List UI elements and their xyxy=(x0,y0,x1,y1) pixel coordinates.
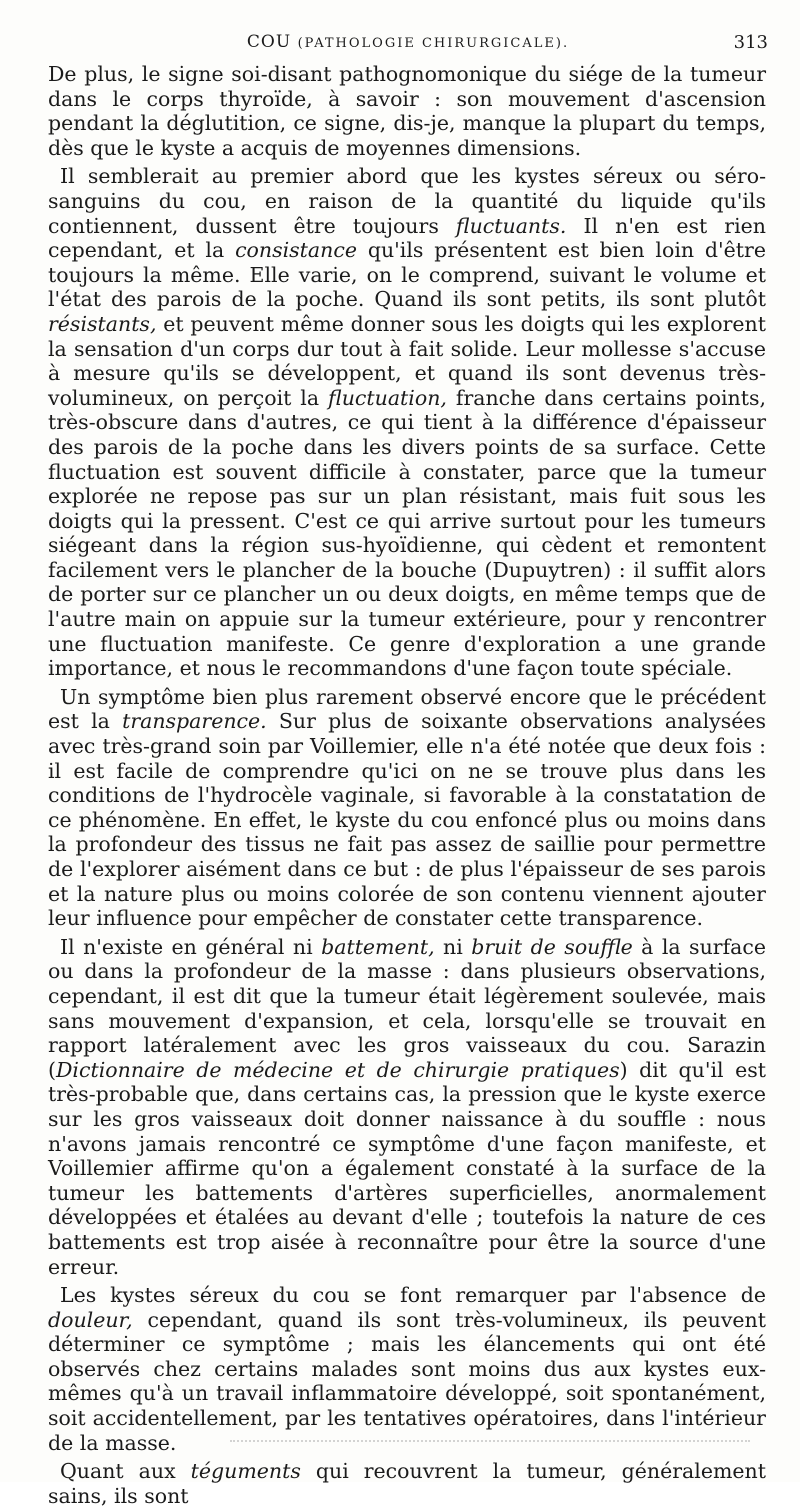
emphasis-text: Dictionnaire de médecine et de chirurgie pratiques xyxy=(56,1057,620,1082)
emphasis-text: douleur, xyxy=(48,1307,133,1332)
running-head-title xyxy=(48,32,768,52)
paragraph xyxy=(48,935,766,1279)
text-run: et peuvent même donner sous les doigts qui les explorent la sensation d'un corps dur tout à fait solide. Leur mollesse s'accuse à mesure qu'ils se développent, et quand ils sont devenus très-volumineux, on perçoit la xyxy=(48,311,766,410)
paragraph xyxy=(48,1459,766,1508)
text-run: Il n'en est rien cependant, et la xyxy=(48,213,766,263)
paragraph xyxy=(48,62,766,160)
text-run: franche dans certains points, très-obscure dans d'autres, ce qui tient à la différence d'épaisseur des parois de la poche dans les divers points de sa surface. Cette fluctuation est souvent difficile à constater, parce que la tumeur explorée ne repose pas sur un plan résistant, mais fuit sous les doigts qui la pressent. C'est ce qui arrive surtout pour les tumeurs siégeant dans la région sus-hyoïdienne, qui cèdent et remontent facilement vers le plancher de la bouche (Dupuytren) : il suffit alors de porter sur ce plancher un ou deux doigts, en même temps que de l'autre main on appuie sur la tumeur extérieure, pour y rencontrer une fluctuation manifeste. Ce genre d'exploration a une grande importance, et nous le recommandons d'une façon toute spéciale. xyxy=(48,385,766,681)
text-run: Sur plus de soixante observations analysées avec très-grand soin par Voillemier, elle n'a été notée que deux fois : il est facile de comprendre qu'ici on ne se trouve plus dans les conditions de l'hydrocèle vaginale, si favorable à la constatation de ce phénomène. En effet, le kyste du cou enfoncé plus ou moins dans la profondeur des tissus ne fait pas assez de saillie pour permettre de l'explorer aisément dans ce but : de plus l'épaisseur de ses parois et la nature plus ou moins colorée de son contenu viennent ajouter leur influence pour empêcher de constater cette transparence. xyxy=(48,709,767,931)
emphasis-text: consistance xyxy=(235,238,357,263)
text-run: Il semblerait au premier abord que les kystes séreux ou séro-sanguins du cou, en raison de la quantité du liquide qu'ils contiennent, dussent être toujours xyxy=(48,164,766,238)
running-head xyxy=(48,32,768,60)
footer-rule xyxy=(230,1440,750,1448)
paragraph xyxy=(48,164,766,680)
page-number: 313 xyxy=(733,32,768,53)
text-run: Quant aux xyxy=(60,1459,191,1484)
paragraph xyxy=(48,685,766,931)
emphasis-text: transparence. xyxy=(122,709,267,734)
text-run: qu'ils présentent est bien loin d'être toujours la même. Elle varie, on le comprend, suivant le volume et l'état des parois de la poche. Quand ils sont petits, ils sont plutôt xyxy=(48,238,766,312)
running-head-main: COU xyxy=(246,32,292,52)
text-run: cependant, quand ils sont très-volumineux, ils peuvent déterminer ce symptôme ; mais les élancements qui ont été observés chez certains malades sont moins dus aux kystes eux-mêmes qu'à un travail inflammatoire développé, soit spontanément, soit accidentellement, par les tentatives opératoires, dans l'intérieur de la masse. xyxy=(48,1307,766,1455)
emphasis-text: résistants, xyxy=(48,311,157,336)
emphasis-text: fluctuation, xyxy=(328,385,447,410)
text-run: qui recouvrent la tumeur, généralement sains, ils sont xyxy=(48,1459,766,1508)
text-run: Il n'existe en général ni xyxy=(60,934,322,959)
text-run: ) dit qu'il est très-probable que, dans certains cas, la pression que le kyste exerce sur les gros vaisseaux doit donner naissance à du souffle : nous n'avons jamais rencontré ce symptôme d'une façon manifeste, et Voillemier affirme qu'on a également constaté à la surface de la tumeur les battements d'artères superficielles, anormalement développées et étalées au devant d'elle ; toutefois la nature de ces battements est trop aisée à reconnaître pour être la source d'une erreur. xyxy=(48,1057,767,1279)
text-run: De plus, le signe soi-disant pathognomonique du siége de la tumeur dans le corps thyroïde, à savoir : son mouvement d'ascension pendant la déglutition, ce signe, dis-je, manque la plupart du temps, dès que le kyste a acquis de moyennes dimensions. xyxy=(48,62,766,160)
emphasis-text: téguments xyxy=(190,1459,301,1484)
emphasis-text: bruit de souffle xyxy=(471,934,633,959)
emphasis-text: battement, xyxy=(321,934,435,959)
running-head-subtitle: (PATHOLOGIE CHIRURGICALE). xyxy=(297,36,570,51)
text-run: ni xyxy=(434,934,472,959)
text-run: à la surface ou dans la profondeur de la masse : dans plusieurs observations, cependant, il est dit que la tumeur était légèrement soulevée, mais sans mouvement d'expansion, et cela, lorsqu'elle se trouvait en rapport latéralement avec les gros vaisseaux du cou. Sarazin ( xyxy=(48,934,766,1082)
emphasis-text: fluctuants. xyxy=(455,213,567,238)
paragraph xyxy=(48,1283,766,1455)
text-run: Les kystes séreux du cou se font remarquer par l'absence de xyxy=(60,1283,766,1308)
body-text xyxy=(48,62,766,1508)
text-run: Un symptôme bien plus rarement observé encore que le précédent est la xyxy=(48,684,766,734)
